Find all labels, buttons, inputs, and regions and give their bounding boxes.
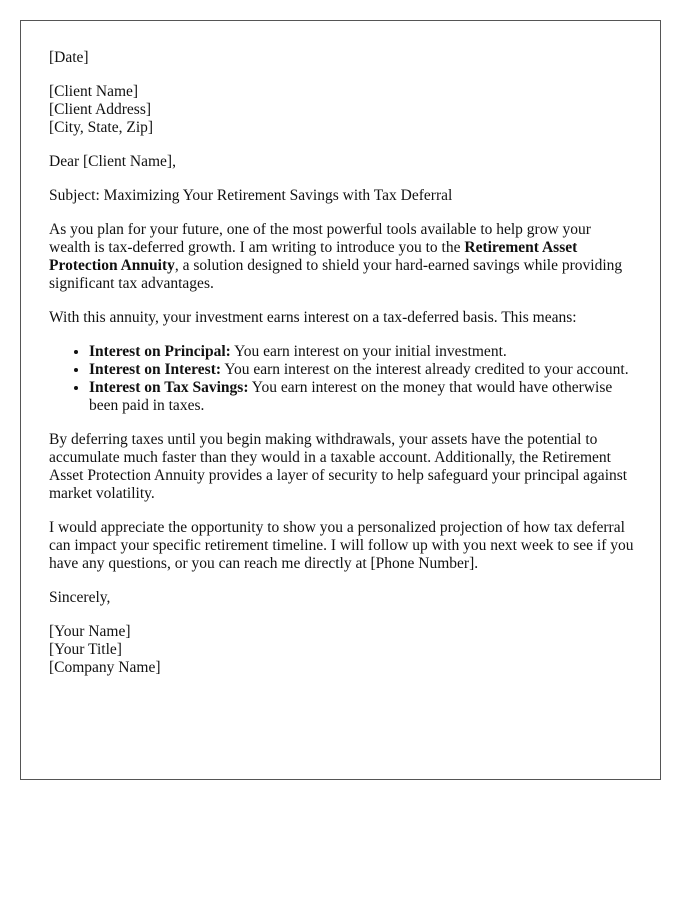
subject-line: Subject: Maximizing Your Retirement Savings with Tax Deferral [49,187,453,204]
intro-text-end: , a solution designed to shield your hard-earned savings while providing significant tax advantages. [49,257,623,292]
product-name: Retirement Asset Protection Annuity [49,239,578,274]
signature-block [49,623,634,677]
recipient-name: [Client Name] [49,83,139,100]
followup-paragraph: I would appreciate the opportunity to show you a personalized projection of how tax deferral can impact your specific retirement timeline. I will follow up with you next week to see if you have any questions, or you can reach me directly at [Phone Number]. [49,519,634,572]
salutation: Dear [Client Name], [49,153,176,170]
letter-page [20,20,661,780]
list-item [89,343,634,361]
intro-paragraph [49,221,634,293]
signature-title: [Your Title] [49,641,122,658]
list-item [89,379,634,415]
basis-sentence: With this annuity, your investment earns interest on a tax-deferred basis. This means: [49,309,577,326]
intro-text-start: As you plan for your future, one of the most powerful tools available to help grow your wealth is tax-deferred growth. I am writing to introduce you to the [49,221,591,256]
benefit-label: Interest on Tax Savings: [89,379,249,396]
recipient-block [49,83,634,137]
recipient-city-state-zip: [City, State, Zip] [49,119,154,136]
deferral-paragraph: By deferring taxes until you begin making withdrawals, your assets have the potential to accumulate much faster than they would in a taxable account. Additionally, the Retirement Asset Protection Annuity provides a layer of security to help safeguard your principal against market volatility. [49,431,628,502]
signature-company: [Company Name] [49,659,161,676]
letter-date: [Date] [49,49,89,66]
closing: Sincerely, [49,589,111,606]
letter-body [49,49,634,693]
benefits-list [49,343,634,415]
benefit-text: You earn interest on the interest already credited to your account. [221,361,629,378]
benefit-label: Interest on Interest: [89,361,222,378]
recipient-address: [Client Address] [49,101,152,118]
list-item [89,361,634,379]
benefit-text: You earn interest on the money that would have otherwise been paid in taxes. [89,379,613,414]
signature-name: [Your Name] [49,623,131,640]
benefit-text: You earn interest on your initial investment. [230,343,507,360]
benefit-label: Interest on Principal: [89,343,231,360]
